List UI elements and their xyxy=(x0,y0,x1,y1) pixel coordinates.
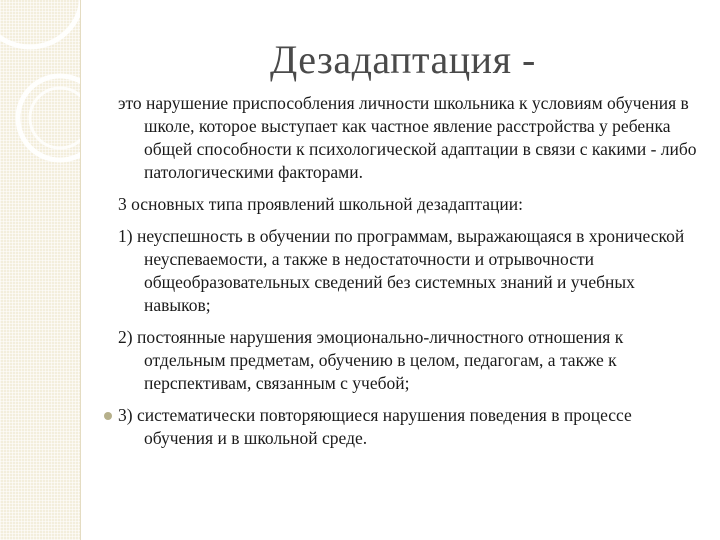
slide-title: Дезадаптация - xyxy=(270,37,536,82)
type-item-2: 2) постоянные нарушения эмоционально-личностного отношения к отдельным предметам, обучению в целом, педагогам, а также к перспективам, связанным с учебой; xyxy=(118,327,624,393)
type-item-1: 1) неуспешность в обучении по программам, выражающаяся в хронической неуспеваемости, а также в недостаточности и отрывочности общеобразовательных сведений без системных знаний и учебных навыков; xyxy=(118,226,685,315)
decorative-side-band xyxy=(0,0,81,540)
definition-paragraph: это нарушение приспособления личности школьника к условиям обучения в школе, которое выступает как частное явление расстройства у ребенка общей способности к психологической адаптации в связи с какими - либо патологическими факторами. xyxy=(118,93,697,182)
type-item-3-text: 3) систематически повторяющиеся нарушения поведения в процессе обучения и в школьной среде. xyxy=(118,405,632,448)
decorative-circles xyxy=(0,0,80,540)
type-item-3 xyxy=(118,404,698,450)
types-heading: 3 основных типа проявлений школьной дезадаптации: xyxy=(118,194,523,214)
bullet-dot-icon xyxy=(104,412,112,420)
slide-body xyxy=(118,92,698,459)
